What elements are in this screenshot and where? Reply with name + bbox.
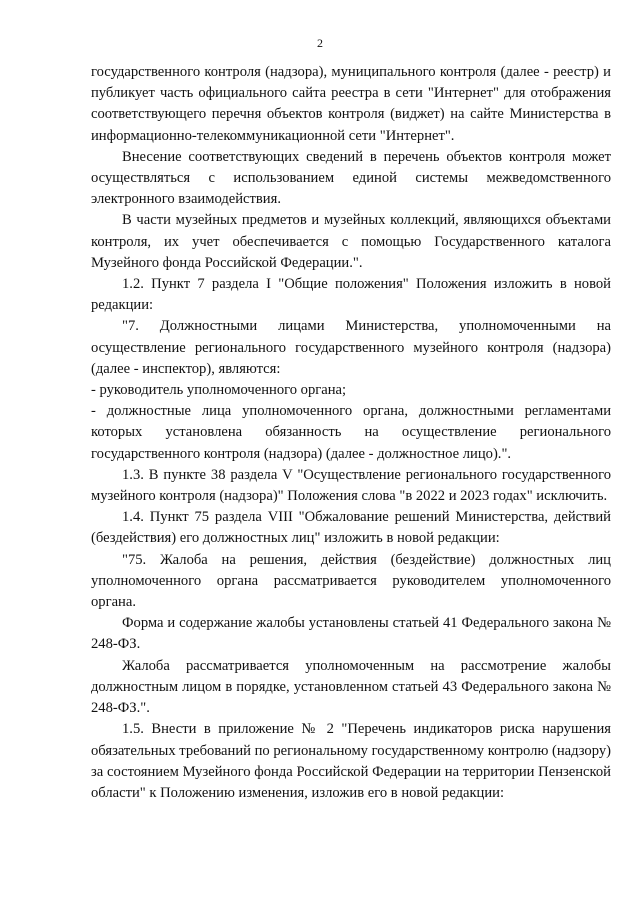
paragraph-item-1-4: 1.4. Пункт 75 раздела VIII "Обжалование решений Министерства, действий (бездействия) его должностных лиц" изложить в новой редакции: xyxy=(91,509,611,547)
paragraph-registry-continuation: государственного контроля (надзора), муниципального контроля (далее - реестр) и публикует часть официального сайта реестра в сети "Интернет" для отображения соответствующего перечня объектов контроля (виджет) на сайте Министерства в информационно-телекоммуникационной сети "Интернет". xyxy=(91,64,611,144)
list-item-officials: - должностные лица уполномоченного органа, должностными регламентами которых установлена обязанность на осуществление регионального государственного контроля (надзора) (далее - должностное лицо).". xyxy=(91,403,611,462)
document-body xyxy=(91,62,611,804)
page-number: 2 xyxy=(317,36,323,50)
paragraph-item-1-2: 1.2. Пункт 7 раздела I "Общие положения" Положения изложить в новой редакции: xyxy=(91,276,611,314)
paragraph-interagency-interaction: Внесение соответствующих сведений в перечень объектов контроля может осуществляться с использованием единой системы межведомственного электронного взаимодействия. xyxy=(91,148,611,208)
paragraph-complaint-review: Жалоба рассматривается уполномоченным на рассмотрение жалобы должностным лицом в порядке, установленном статьей 43 Федерального закона № 248-ФЗ.". xyxy=(91,657,611,717)
paragraph-item-7: "7. Должностными лицами Министерства, уполномоченными на осуществление регионального государственного музейного контроля (надзора) (далее - инспектор), являются: xyxy=(91,318,611,377)
paragraph-complaint-form: Форма и содержание жалобы установлены статьей 41 Федерального закона № 248-ФЗ. xyxy=(91,615,611,653)
paragraph-item-75: "75. Жалоба на решения, действия (бездействие) должностных лиц уполномоченного органа рассматривается руководителем уполномоченного органа. xyxy=(91,551,611,611)
paragraph-museum-catalog: В части музейных предметов и музейных коллекций, являющихся объектами контроля, их учет обеспечивается с помощью Государственного каталога Музейного фонда Российской Федерации.". xyxy=(91,212,611,271)
list-item-head: - руководитель уполномоченного органа; xyxy=(91,382,347,399)
paragraph-item-1-5: 1.5. Внести в приложение № 2 "Перечень индикаторов риска нарушения обязательных требований по региональному государственному контролю (надзору) за состоянием Музейного фонда Российской Федерации на территории Пензенской области" к Положению изменения, изложив его в новой редакции: xyxy=(91,721,611,801)
paragraph-item-1-3: 1.3. В пункте 38 раздела V "Осуществление регионального государственного музейного контроля (надзора)" Положения слова "в 2022 и 2023 годах" исключить. xyxy=(91,466,611,505)
